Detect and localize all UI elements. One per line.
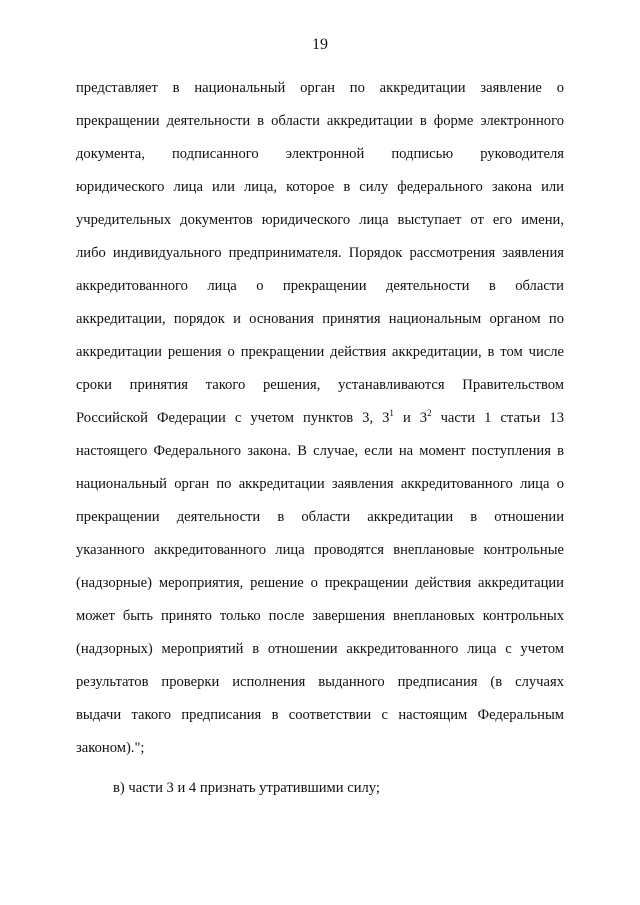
text-line: законом)."; bbox=[76, 740, 145, 756]
text-line: юридического лица или лица, которое в силу федерального закона или bbox=[76, 179, 564, 195]
paragraph-2: в) части 3 и 4 признать утратившими силу; bbox=[113, 780, 380, 796]
text-line: (надзорных) мероприятий в отношении аккредитованного лица с учетом bbox=[76, 641, 564, 657]
text-line: документа, подписанного электронной подписью руководителя bbox=[76, 146, 564, 162]
text-segment: и 3 bbox=[393, 410, 428, 426]
text-segment: части 1 статьи 13 bbox=[431, 410, 564, 426]
text-line: прекращении деятельности в области аккредитации в отношении bbox=[76, 509, 564, 525]
text-line: выдачи такого предписания в соответствии с настоящим Федеральным bbox=[76, 707, 564, 723]
text-line: сроки принятия такого решения, устанавливаются Правительством bbox=[76, 377, 564, 393]
text-segment: Российской Федерации с учетом пунктов 3, 3 bbox=[76, 410, 390, 426]
superscript-1: 1 bbox=[389, 408, 394, 418]
text-line: может быть принято только после завершения внеплановых контрольных bbox=[76, 608, 564, 624]
document-body bbox=[76, 72, 564, 805]
paragraph-1 bbox=[76, 72, 564, 765]
text-line: учредительных документов юридического лица выступает от его имени, bbox=[76, 212, 564, 228]
text-line: либо индивидуального предпринимателя. Порядок рассмотрения заявления bbox=[76, 245, 564, 261]
text-line: (надзорные) мероприятия, решение о прекращении действия аккредитации bbox=[76, 575, 564, 591]
text-line: представляет в национальный орган по аккредитации заявление о bbox=[76, 80, 564, 96]
page-number: 19 bbox=[312, 36, 328, 53]
text-line: прекращении деятельности в области аккредитации в форме электронного bbox=[76, 113, 564, 129]
superscript-2: 2 bbox=[427, 408, 432, 418]
text-line: результатов проверки исполнения выданного предписания (в случаях bbox=[76, 674, 564, 690]
text-line: аккредитации решения о прекращении действия аккредитации, в том числе bbox=[76, 344, 564, 360]
text-line: указанного аккредитованного лица проводятся внеплановые контрольные bbox=[76, 542, 564, 558]
text-line: аккредитации, порядок и основания принятия национальным органом по bbox=[76, 311, 564, 327]
text-line: настоящего Федерального закона. В случае, если на момент поступления в bbox=[76, 443, 564, 459]
text-line: национальный орган по аккредитации заявления аккредитованного лица о bbox=[76, 476, 564, 492]
text-line bbox=[76, 402, 564, 435]
text-line: аккредитованного лица о прекращении деятельности в области bbox=[76, 278, 564, 294]
